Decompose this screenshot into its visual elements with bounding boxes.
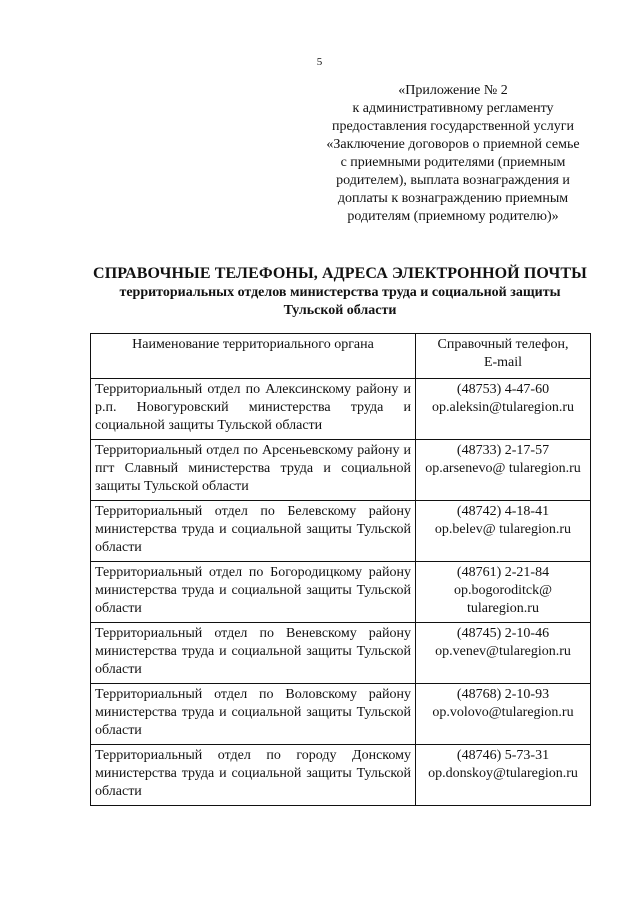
office-email: op.aleksin@tularegion.ru — [432, 400, 574, 415]
header-name: Наименование территориального органа — [91, 334, 416, 379]
office-name: Территориальный отдел по Алексинскому району и р.п. Новогуровский министерства труда и социальной защиты Тульской области — [91, 379, 416, 440]
table-row — [91, 379, 591, 440]
header-contact-line: E-mail — [483, 355, 523, 370]
office-name: Территориальный отдел по городу Донскому министерства труда и социальной защиты Тульской области — [91, 745, 416, 806]
office-email: op.arsenevo@ tularegion.ru — [425, 461, 581, 476]
office-name: Территориальный отдел по Арсеньевскому району и пгт Славный министерства труда и социальной защиты Тульской области — [91, 440, 416, 501]
appendix-note — [298, 82, 608, 226]
table-row — [91, 562, 591, 623]
header-contact — [416, 334, 591, 379]
appendix-line: родителем), выплата вознаграждения и — [336, 173, 570, 188]
office-phone: (48742) 4-18-41 — [456, 504, 550, 519]
table-row — [91, 745, 591, 806]
page-number: 5 — [316, 56, 323, 68]
appendix-line: с приемными родителями (приемным — [340, 155, 566, 170]
office-name: Территориальный отдел по Белевскому району министерства труда и социальной защиты Тульской области — [91, 501, 416, 562]
table-row — [91, 623, 591, 684]
office-contact — [416, 501, 591, 562]
office-name: Территориальный отдел по Богородицкому району министерства труда и социальной защиты Тульской области — [91, 562, 416, 623]
office-phone: (48761) 2-21-84 — [456, 565, 550, 580]
table-row — [91, 501, 591, 562]
office-email: op.donskoy@tularegion.ru — [428, 766, 578, 781]
office-email: op.venev@tularegion.ru — [435, 644, 571, 659]
office-contact — [416, 562, 591, 623]
office-phone: (48745) 2-10-46 — [456, 626, 550, 641]
contacts-table — [90, 333, 591, 806]
title-subtitle: территориальных отделов министерства труда и социальной защиты — [119, 285, 561, 300]
office-contact — [416, 684, 591, 745]
office-email: op.volovo@tularegion.ru — [432, 705, 574, 720]
office-name: Территориальный отдел по Веневскому району министерства труда и социальной защиты Тульской области — [91, 623, 416, 684]
appendix-line: предоставления государственной услуги — [332, 119, 574, 134]
office-name: Территориальный отдел по Воловскому району министерства труда и социальной защиты Тульской области — [91, 684, 416, 745]
appendix-line: родителям (приемному родителю)» — [347, 209, 559, 224]
table-header-row — [91, 334, 591, 379]
office-email: op.belev@ tularegion.ru — [434, 522, 572, 537]
office-email: op.bogoroditck@ — [453, 583, 553, 598]
table-row — [91, 440, 591, 501]
office-phone: (48733) 2-17-57 — [456, 443, 550, 458]
table-row — [91, 684, 591, 745]
title-subtitle: Тульской области — [283, 303, 397, 318]
title-main: СПРАВОЧНЫЕ ТЕЛЕФОНЫ, АДРЕСА ЭЛЕКТРОННОЙ ПОЧТЫ — [93, 265, 587, 282]
appendix-line: к административному регламенту — [352, 101, 554, 116]
office-phone: (48768) 2-10-93 — [456, 687, 550, 702]
document-title — [60, 264, 620, 320]
appendix-line: «Заключение договоров о приемной семье — [326, 137, 580, 152]
office-phone: (48753) 4-47-60 — [456, 382, 550, 397]
appendix-line: «Приложение № 2 — [398, 83, 508, 98]
office-contact — [416, 623, 591, 684]
office-contact — [416, 440, 591, 501]
office-contact — [416, 745, 591, 806]
office-contact — [416, 379, 591, 440]
office-email: tularegion.ru — [467, 601, 539, 616]
appendix-line: доплаты к вознаграждению приемным — [337, 191, 569, 206]
office-phone: (48746) 5-73-31 — [456, 748, 550, 763]
header-contact-line: Справочный телефон, — [437, 337, 569, 352]
